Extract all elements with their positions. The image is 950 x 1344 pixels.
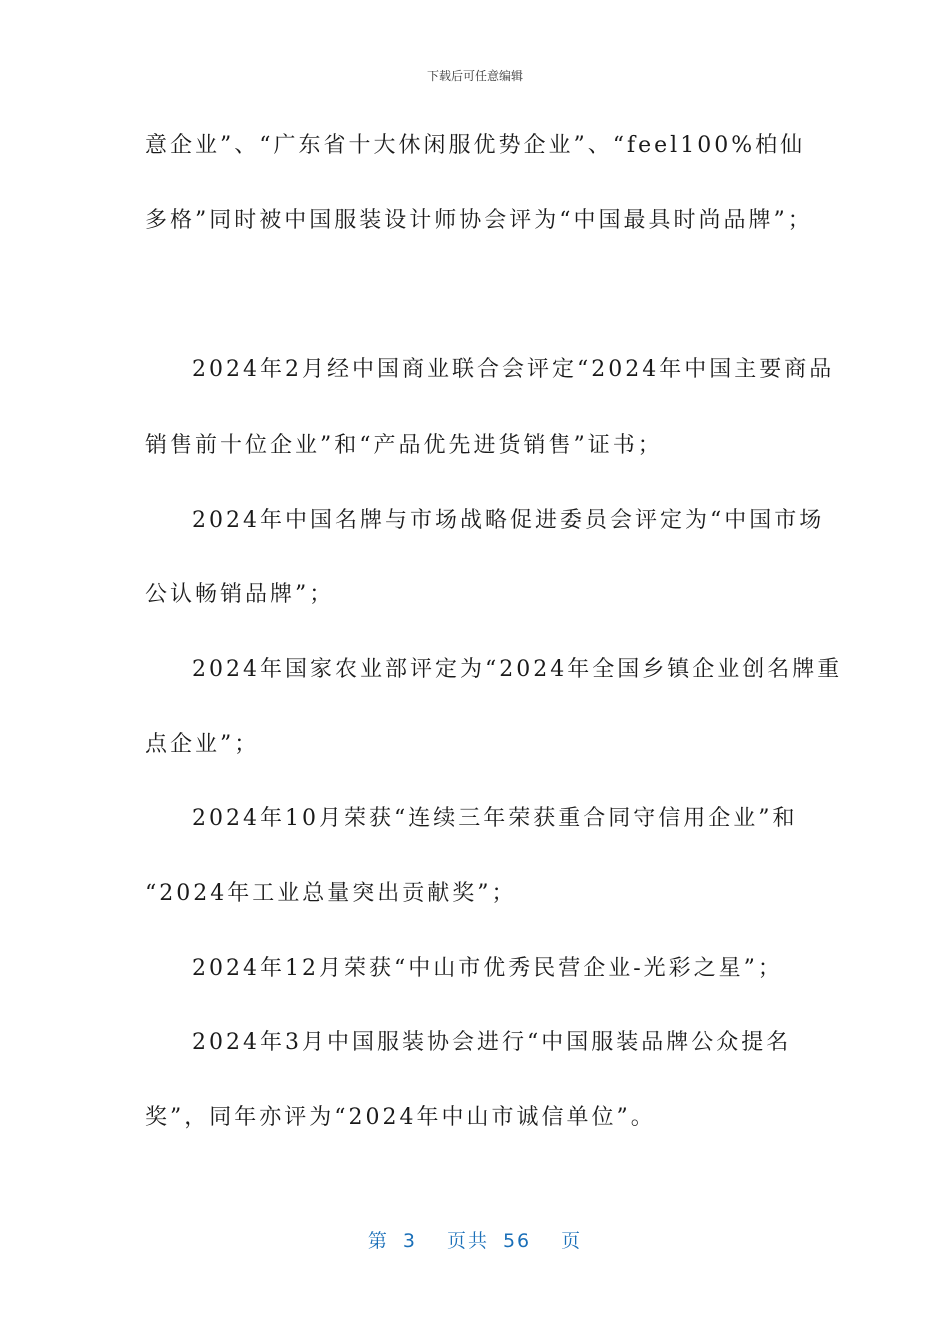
paragraph-line: 点企业”； (145, 732, 260, 757)
paragraph-line: 奖”，同年亦评为“2024年中山市诚信单位”。 (145, 1105, 656, 1130)
paragraph-line: “2024年工业总量突出贡献奖”； (145, 881, 517, 906)
paragraph-line: 意企业”、“广东省十大休闲服优势企业”、“feel100%柏仙 (145, 133, 806, 158)
paragraph-line: 2024年12月荣获“中山市优秀民营企业-光彩之星”； (192, 956, 783, 981)
header-note: 下载后可任意编辑 (426, 69, 523, 83)
paragraph-line: 多格”同时被中国服装设计师协会评为“中国最具时尚品牌”； (145, 208, 813, 233)
paragraph-line: 2024年国家农业部评定为“2024年全国乡镇企业创名牌重 (192, 657, 843, 682)
paragraph-line: 销售前十位企业”和“产品优先进货销售”证书； (145, 433, 663, 458)
footer-total-pages: 56 (502, 1230, 532, 1252)
footer-mid: 页共 (446, 1230, 489, 1252)
paragraph-line: 2024年中国名牌与市场战略促进委员会评定为“中国市场 (192, 508, 825, 533)
page-footer (0, 1226, 950, 1253)
paragraph-line: 2024年2月经中国商业联合会评定“2024年中国主要商品 (192, 357, 835, 382)
paragraph-line: 2024年3月中国服装协会进行“中国服装品牌公众提名 (192, 1030, 792, 1055)
paragraph-line: 2024年10月荣获“连续三年荣获重合同守信用企业”和 (192, 806, 798, 831)
footer-prefix: 第 (367, 1230, 389, 1252)
footer-suffix: 页 (561, 1230, 583, 1252)
footer-current-page: 3 (402, 1230, 417, 1252)
paragraph-line: 公认畅销品牌”； (145, 582, 335, 607)
